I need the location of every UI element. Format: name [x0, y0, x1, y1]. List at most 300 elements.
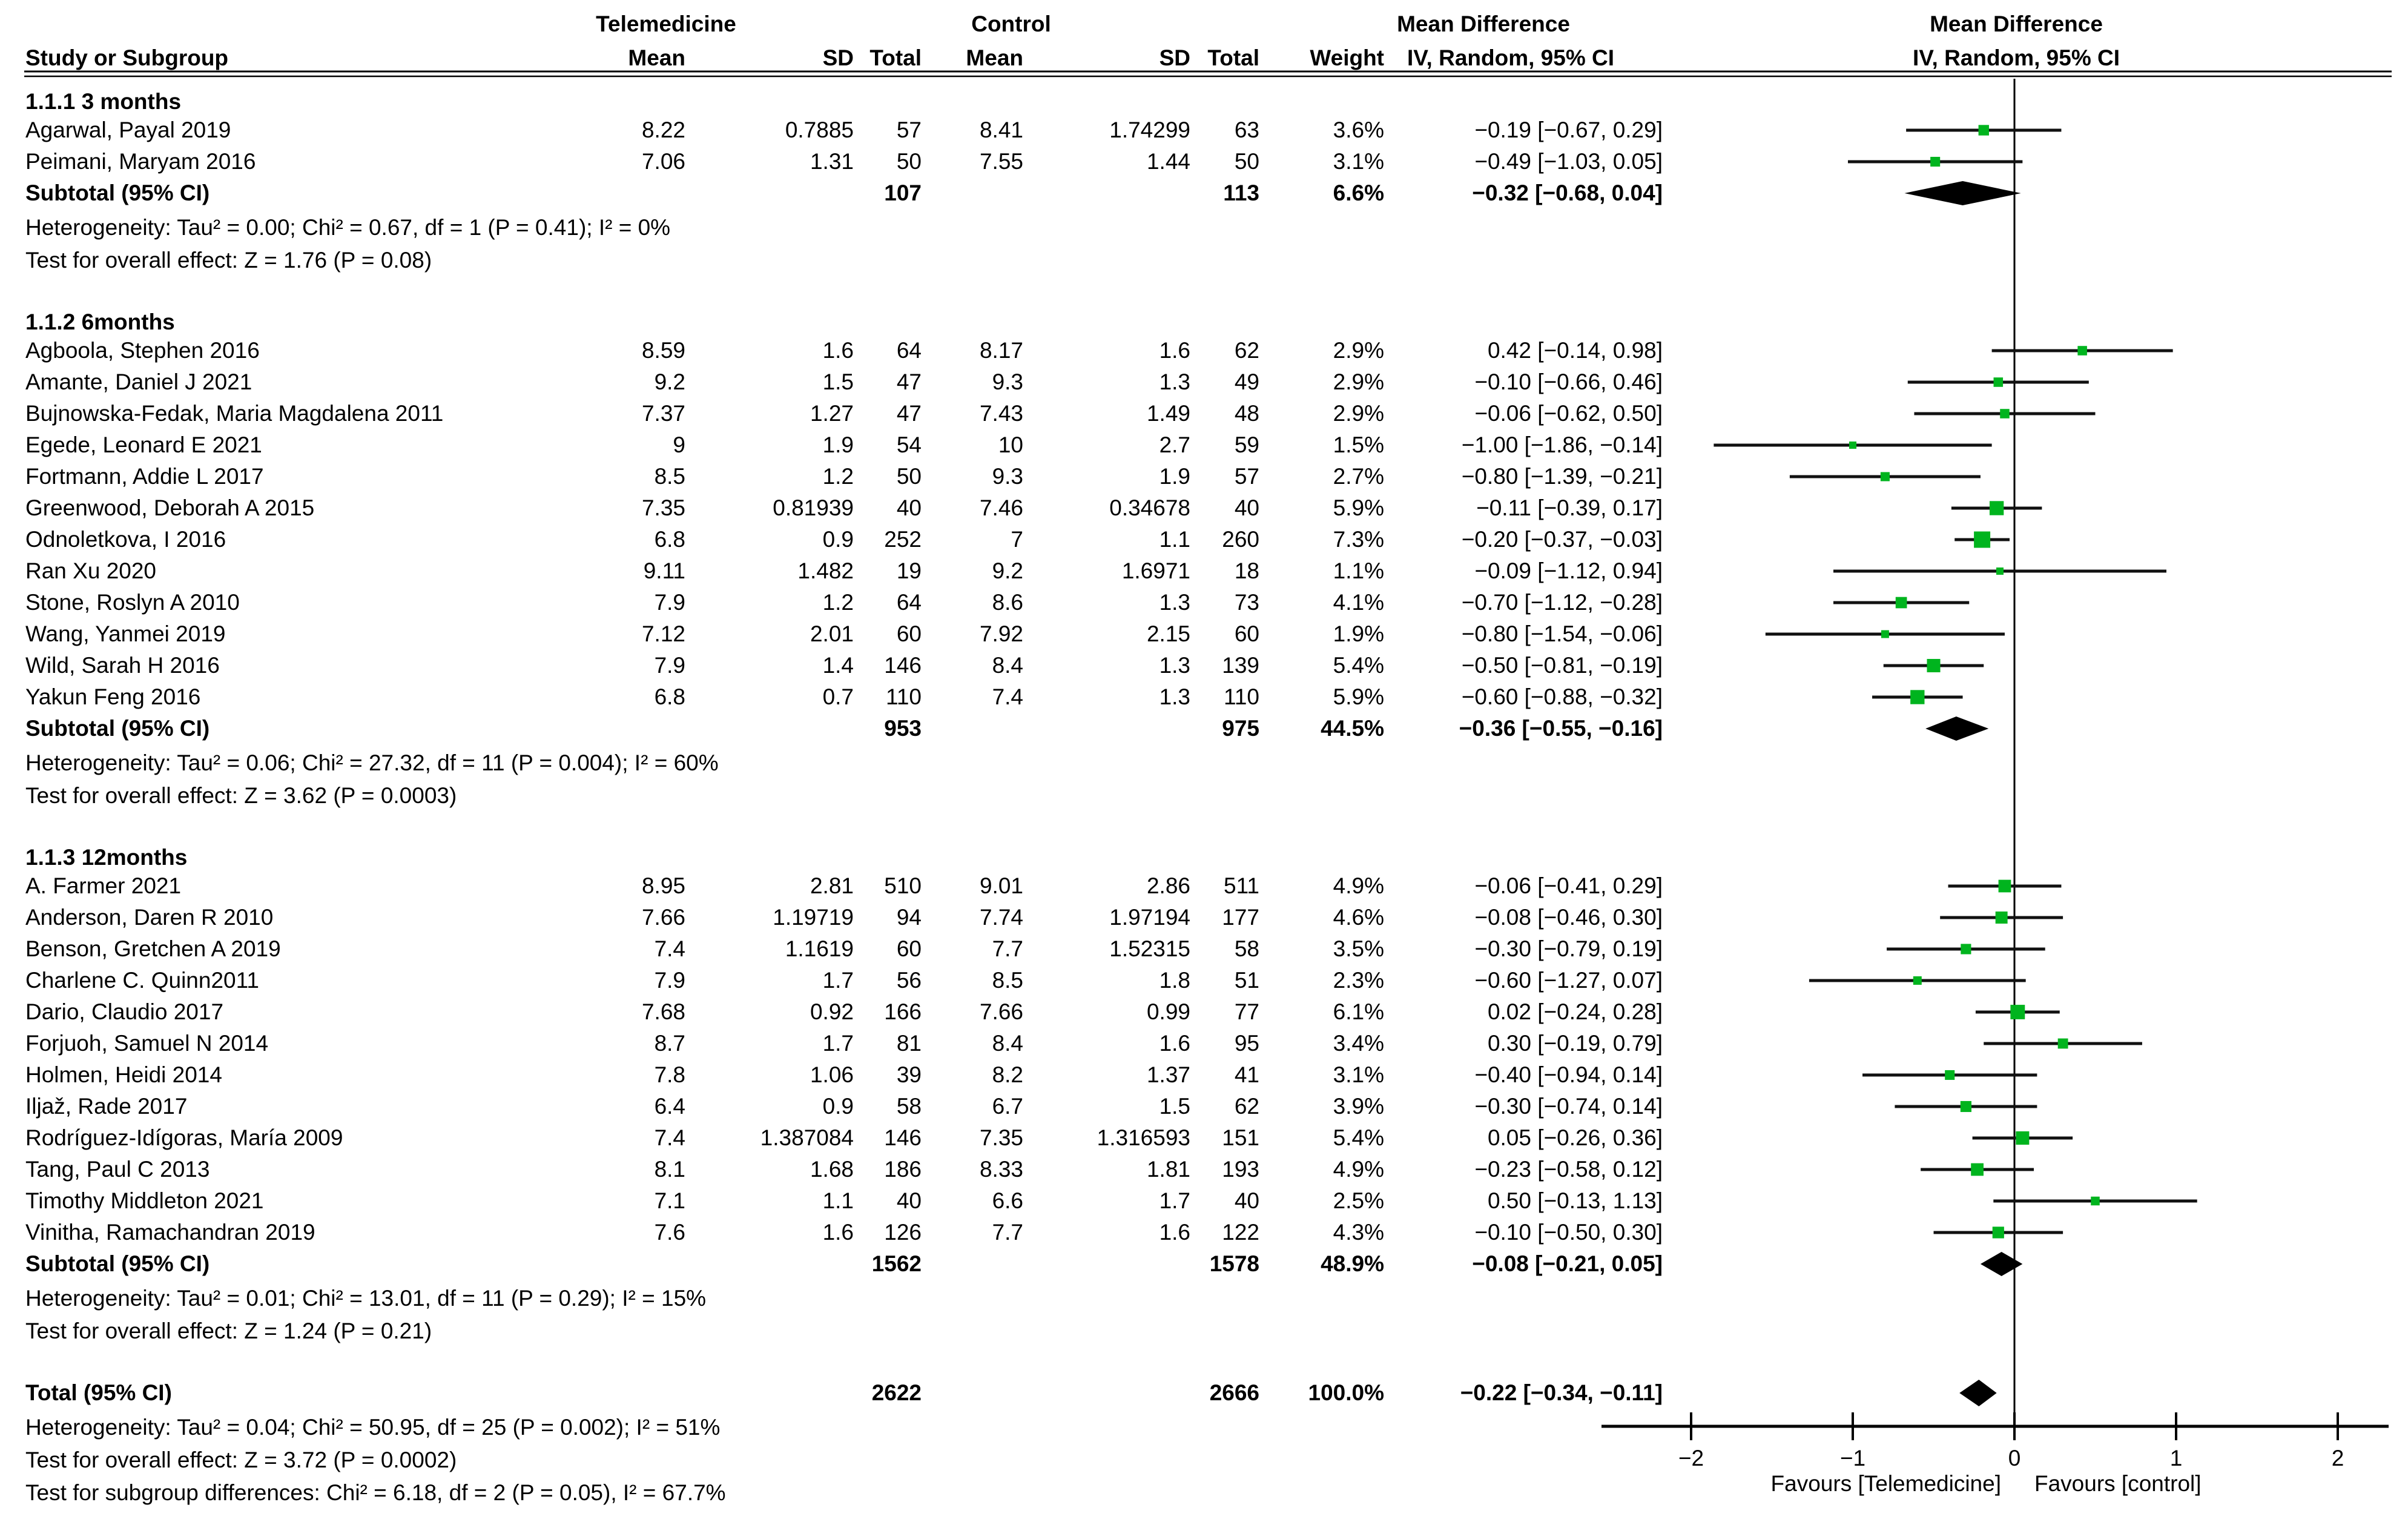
ci-text: −0.70 [−1.12, −0.28] [1461, 590, 1663, 615]
ci-text: −0.11 [−0.39, 0.17] [1476, 495, 1663, 520]
column-header-sd-telemedicine: SD [822, 45, 854, 70]
group-header-control: Control [971, 12, 1051, 36]
effect-square [1961, 944, 1971, 954]
column-header-total-control: Total [1207, 45, 1259, 70]
control-mean: 8.17 [979, 338, 1023, 363]
weight-value: 4.9% [1333, 1157, 1384, 1182]
effect-square [1913, 976, 1922, 985]
telemedicine-mean: 6.8 [654, 527, 685, 552]
subtotal-weight: 6.6% [1333, 180, 1384, 205]
control-sd: 2.86 [1146, 873, 1190, 898]
heterogeneity-note: Heterogeneity: Tau² = 0.01; Chi² = 13.01, df = 11 (P = 0.29); I² = 15% [25, 1286, 707, 1311]
control-mean: 7 [1011, 527, 1023, 552]
control-sd: 1.52315 [1109, 936, 1190, 961]
weight-value: 3.5% [1333, 936, 1384, 961]
control-sd: 1.8 [1159, 968, 1190, 993]
control-sd: 1.6 [1159, 1220, 1190, 1245]
weight-value: 2.9% [1333, 369, 1384, 394]
ci-text: −0.60 [−1.27, 0.07] [1474, 968, 1663, 993]
effect-square [2010, 1005, 2025, 1019]
study-name: Odnoletkova, I 2016 [25, 527, 226, 552]
heterogeneity-note: Heterogeneity: Tau² = 0.00; Chi² = 0.67, df = 1 (P = 0.41); I² = 0% [25, 215, 671, 240]
telemedicine-sd: 1.387084 [760, 1125, 854, 1150]
control-mean: 8.2 [992, 1062, 1023, 1087]
subtotal-control-total: 113 [1223, 180, 1259, 205]
telemedicine-mean: 7.4 [654, 1125, 685, 1150]
control-mean: 9.3 [992, 464, 1023, 489]
telemedicine-sd: 1.9 [822, 432, 854, 457]
effect-square [1996, 567, 2004, 575]
ci-text: −0.10 [−0.50, 0.30] [1474, 1220, 1663, 1245]
telemedicine-total: 146 [884, 653, 922, 678]
control-sd: 1.1 [1159, 527, 1190, 552]
control-total: 59 [1234, 432, 1259, 457]
control-mean: 8.33 [979, 1157, 1023, 1182]
control-mean: 7.92 [979, 621, 1023, 646]
telemedicine-sd: 0.7885 [785, 117, 854, 142]
column-header-sd-control: SD [1159, 45, 1190, 70]
heterogeneity-note: Heterogeneity: Tau² = 0.06; Chi² = 27.32, df = 11 (P = 0.004); I² = 60% [25, 750, 719, 775]
overall-effect-note: Test for overall effect: Z = 1.24 (P = 0.21) [25, 1319, 432, 1343]
telemedicine-total: 94 [896, 905, 922, 930]
control-mean: 7.74 [979, 905, 1023, 930]
control-sd: 0.34678 [1109, 495, 1190, 520]
telemedicine-total: 47 [896, 369, 922, 394]
control-mean: 9.01 [979, 873, 1023, 898]
weight-value: 5.4% [1333, 653, 1384, 678]
subtotal-telemedicine-total: 107 [884, 180, 922, 205]
weight-value: 6.1% [1333, 999, 1384, 1024]
study-name: Wild, Sarah H 2016 [25, 653, 220, 678]
subtotal-telemedicine-total: 1562 [871, 1251, 922, 1276]
telemedicine-sd: 1.5 [822, 369, 854, 394]
control-mean: 8.5 [992, 968, 1023, 993]
study-name: Stone, Roslyn A 2010 [25, 590, 240, 615]
telemedicine-sd: 1.6 [822, 1220, 854, 1245]
study-name: Greenwood, Deborah A 2015 [25, 495, 315, 520]
telemedicine-sd: 2.01 [810, 621, 854, 646]
telemedicine-mean: 7.12 [641, 621, 685, 646]
telemedicine-mean: 7.37 [641, 401, 685, 426]
column-header-iv-random-ci-plot: IV, Random, 95% CI [1912, 45, 2120, 70]
ci-text: −0.60 [−0.88, −0.32] [1461, 684, 1663, 709]
subtotal-label: Subtotal (95% CI) [25, 1251, 210, 1276]
effect-square [1881, 472, 1890, 481]
ci-text: −0.30 [−0.79, 0.19] [1474, 936, 1663, 961]
control-total: 60 [1234, 621, 1259, 646]
column-header-mean-difference-plot: Mean Difference [1930, 12, 2103, 36]
control-mean: 8.4 [992, 653, 1023, 678]
weight-value: 3.9% [1333, 1094, 1384, 1119]
ci-text: 0.05 [−0.26, 0.36] [1487, 1125, 1663, 1150]
study-name: Agboola, Stephen 2016 [25, 338, 260, 363]
study-name: Benson, Gretchen A 2019 [25, 936, 281, 961]
telemedicine-mean: 8.5 [654, 464, 685, 489]
control-total: 193 [1222, 1157, 1259, 1182]
control-total: 49 [1234, 369, 1259, 394]
telemedicine-total: 40 [896, 495, 922, 520]
telemedicine-total: 110 [886, 684, 922, 709]
section-header: 1.1.3 12months [25, 845, 188, 870]
control-sd: 1.37 [1146, 1062, 1190, 1087]
subtotal-diamond [1925, 716, 1988, 741]
column-header-iv-random-ci-text: IV, Random, 95% CI [1407, 45, 1615, 70]
control-sd: 1.97194 [1109, 905, 1190, 930]
effect-square [1996, 912, 2008, 924]
subtotal-ci-text: −0.32 [−0.68, 0.04] [1472, 180, 1663, 205]
axis-tick-label: 0 [2008, 1446, 2021, 1471]
control-sd: 1.6971 [1121, 558, 1190, 583]
telemedicine-sd: 0.92 [810, 999, 854, 1024]
subtotal-ci-text: −0.36 [−0.55, −0.16] [1459, 716, 1663, 741]
study-name: Bujnowska-Fedak, Maria Magdalena 2011 [25, 401, 444, 426]
control-sd: 1.74299 [1109, 117, 1190, 142]
telemedicine-total: 252 [884, 527, 922, 552]
control-total: 57 [1234, 464, 1259, 489]
control-total: 40 [1234, 495, 1259, 520]
telemedicine-sd: 1.27 [810, 401, 854, 426]
study-name: Fortmann, Addie L 2017 [25, 464, 264, 489]
study-name: Agarwal, Payal 2019 [25, 117, 231, 142]
ci-text: −0.20 [−0.37, −0.03] [1461, 527, 1663, 552]
telemedicine-sd: 0.9 [822, 1094, 854, 1119]
effect-square [1971, 1163, 1984, 1176]
subtotal-ci-text: −0.08 [−0.21, 0.05] [1472, 1251, 1663, 1276]
weight-value: 4.3% [1333, 1220, 1384, 1245]
weight-value: 1.5% [1333, 432, 1384, 457]
telemedicine-total: 58 [896, 1094, 922, 1119]
control-total: 139 [1222, 653, 1259, 678]
control-sd: 1.6 [1159, 1031, 1190, 1056]
subtotal-diamond [1904, 181, 2020, 205]
telemedicine-mean: 8.1 [654, 1157, 685, 1182]
telemedicine-total: 39 [896, 1062, 922, 1087]
control-total: 50 [1234, 149, 1259, 174]
study-name: Egede, Leonard E 2021 [25, 432, 262, 457]
weight-value: 2.9% [1333, 401, 1384, 426]
telemedicine-mean: 7.9 [654, 590, 685, 615]
weight-value: 2.5% [1333, 1188, 1384, 1213]
control-sd: 1.5 [1159, 1094, 1190, 1119]
telemedicine-mean: 8.95 [641, 873, 685, 898]
control-total: 95 [1234, 1031, 1259, 1056]
study-name: Tang, Paul C 2013 [25, 1157, 210, 1182]
control-sd: 1.49 [1146, 401, 1190, 426]
control-mean: 9.2 [992, 558, 1023, 583]
telemedicine-total: 186 [884, 1157, 922, 1182]
telemedicine-mean: 8.7 [654, 1031, 685, 1056]
control-sd: 1.3 [1159, 684, 1190, 709]
effect-square [1910, 690, 1924, 704]
telemedicine-mean: 7.4 [654, 936, 685, 961]
telemedicine-mean: 9 [673, 432, 685, 457]
ci-text: −0.09 [−1.12, 0.94] [1474, 558, 1663, 583]
ci-text: −0.30 [−0.74, 0.14] [1474, 1094, 1663, 1119]
control-sd: 1.3 [1159, 653, 1190, 678]
weight-value: 2.3% [1333, 968, 1384, 993]
subtotal-control-total: 1578 [1209, 1251, 1259, 1276]
weight-value: 3.6% [1333, 117, 1384, 142]
subtotal-weight: 44.5% [1321, 716, 1384, 741]
control-mean: 7.43 [979, 401, 1023, 426]
control-total: 48 [1234, 401, 1259, 426]
effect-square [1849, 442, 1856, 449]
weight-value: 4.6% [1333, 905, 1384, 930]
ci-text: 0.30 [−0.19, 0.79] [1487, 1031, 1663, 1056]
weight-value: 7.3% [1333, 527, 1384, 552]
weight-value: 4.9% [1333, 873, 1384, 898]
effect-square [1930, 157, 1940, 167]
effect-square [1974, 532, 1990, 548]
total-weight: 100.0% [1308, 1380, 1384, 1405]
effect-square [2091, 1197, 2100, 1206]
control-total: 177 [1222, 905, 1259, 930]
control-total: 40 [1234, 1188, 1259, 1213]
effect-square [2000, 409, 2010, 419]
subtotal-control-total: 975 [1222, 716, 1259, 741]
telemedicine-total: 81 [896, 1031, 922, 1056]
telemedicine-mean: 7.9 [654, 968, 685, 993]
weight-value: 3.1% [1333, 149, 1384, 174]
ci-text: 0.02 [−0.24, 0.28] [1487, 999, 1663, 1024]
control-mean: 7.35 [979, 1125, 1023, 1150]
telemedicine-sd: 1.06 [810, 1062, 854, 1087]
telemedicine-sd: 1.7 [822, 968, 854, 993]
control-mean: 8.41 [979, 117, 1023, 142]
study-name: Iljaž, Rade 2017 [25, 1094, 188, 1119]
control-mean: 7.66 [979, 999, 1023, 1024]
weight-value: 5.9% [1333, 495, 1384, 520]
control-total: 62 [1234, 1094, 1259, 1119]
telemedicine-mean: 7.68 [641, 999, 685, 1024]
ci-text: −0.06 [−0.41, 0.29] [1474, 873, 1663, 898]
control-total: 151 [1222, 1125, 1259, 1150]
control-sd: 0.99 [1146, 999, 1190, 1024]
control-total: 62 [1234, 338, 1259, 363]
control-sd: 1.44 [1146, 149, 1190, 174]
telemedicine-mean: 8.59 [641, 338, 685, 363]
study-name: Yakun Feng 2016 [25, 684, 201, 709]
axis-tick-label: −1 [1839, 1446, 1866, 1471]
effect-square [1993, 1226, 2004, 1238]
total-label: Total (95% CI) [25, 1380, 172, 1405]
control-sd: 1.9 [1159, 464, 1190, 489]
control-sd: 1.6 [1159, 338, 1190, 363]
effect-square [1927, 659, 1940, 672]
weight-value: 2.9% [1333, 338, 1384, 363]
telemedicine-sd: 1.2 [822, 590, 854, 615]
telemedicine-mean: 8.22 [641, 117, 685, 142]
study-name: Timothy Middleton 2021 [25, 1188, 264, 1213]
control-total: 41 [1234, 1062, 1259, 1087]
column-header-weight: Weight [1310, 45, 1384, 70]
column-header-study: Study or Subgroup [25, 45, 229, 70]
telemedicine-sd: 1.482 [797, 558, 854, 583]
telemedicine-mean: 7.1 [654, 1188, 685, 1213]
effect-square [2016, 1131, 2029, 1145]
ci-text: −0.50 [−0.81, −0.19] [1461, 653, 1663, 678]
subtotal-weight: 48.9% [1321, 1251, 1384, 1276]
study-name: Forjuoh, Samuel N 2014 [25, 1031, 269, 1056]
ci-text: −0.23 [−0.58, 0.12] [1474, 1157, 1663, 1182]
study-name: Ran Xu 2020 [25, 558, 157, 583]
study-name: Charlene C. Quinn2011 [25, 968, 260, 993]
effect-square [1881, 630, 1889, 638]
telemedicine-mean: 7.6 [654, 1220, 685, 1245]
telemedicine-total: 166 [884, 999, 922, 1024]
weight-value: 5.4% [1333, 1125, 1384, 1150]
section-header: 1.1.1 3 months [25, 89, 182, 114]
effect-square [1994, 377, 2004, 387]
control-mean: 8.4 [992, 1031, 1023, 1056]
axis-tick-label: 2 [2331, 1446, 2344, 1471]
ci-text: −0.10 [−0.66, 0.46] [1474, 369, 1663, 394]
telemedicine-sd: 1.68 [810, 1157, 854, 1182]
control-total: 18 [1234, 558, 1259, 583]
weight-value: 5.9% [1333, 684, 1384, 709]
subtotal-label: Subtotal (95% CI) [25, 180, 210, 205]
control-mean: 6.7 [992, 1094, 1023, 1119]
telemedicine-sd: 1.4 [822, 653, 854, 678]
study-name: Wang, Yanmei 2019 [25, 621, 226, 646]
telemedicine-mean: 7.66 [641, 905, 685, 930]
control-total: 511 [1224, 873, 1259, 898]
overall-effect-note: Test for overall effect: Z = 3.62 (P = 0.0003) [25, 783, 457, 808]
control-sd: 1.3 [1159, 590, 1190, 615]
column-header-mean-telemedicine: Mean [628, 45, 685, 70]
telemedicine-total: 54 [896, 432, 922, 457]
effect-square [1990, 501, 2004, 515]
control-mean: 7.46 [979, 495, 1023, 520]
control-total: 77 [1234, 999, 1259, 1024]
axis-label-favours-control: Favours [control] [2034, 1471, 2202, 1496]
control-mean: 7.7 [992, 1220, 1023, 1245]
control-total: 51 [1234, 968, 1259, 993]
ci-text: −0.80 [−1.39, −0.21] [1461, 464, 1663, 489]
telemedicine-sd: 0.81939 [773, 495, 854, 520]
telemedicine-sd: 1.31 [810, 149, 854, 174]
study-name: Vinitha, Ramachandran 2019 [25, 1220, 315, 1245]
ci-text: −0.40 [−0.94, 0.14] [1474, 1062, 1663, 1087]
footer-note-1: Test for overall effect: Z = 3.72 (P = 0.0002) [25, 1448, 457, 1472]
group-header-telemedicine: Telemedicine [596, 12, 736, 36]
telemedicine-total: 60 [896, 621, 922, 646]
weight-value: 1.1% [1333, 558, 1384, 583]
study-name: Dario, Claudio 2017 [25, 999, 224, 1024]
axis-tick-label: −2 [1678, 1446, 1704, 1471]
footer-note-0: Heterogeneity: Tau² = 0.04; Chi² = 50.95, df = 25 (P = 0.002); I² = 51% [25, 1415, 721, 1440]
control-total: 260 [1222, 527, 1259, 552]
control-mean: 7.4 [992, 684, 1023, 709]
telemedicine-sd: 2.81 [810, 873, 854, 898]
telemedicine-sd: 1.19719 [773, 905, 854, 930]
telemedicine-total: 510 [884, 873, 922, 898]
control-sd: 1.7 [1159, 1188, 1190, 1213]
telemedicine-total: 50 [896, 464, 922, 489]
telemedicine-total: 64 [896, 338, 922, 363]
effect-square [2077, 346, 2087, 356]
telemedicine-total: 40 [896, 1188, 922, 1213]
telemedicine-total: 56 [896, 968, 922, 993]
weight-value: 1.9% [1333, 621, 1384, 646]
control-sd: 1.81 [1146, 1157, 1190, 1182]
weight-value: 3.1% [1333, 1062, 1384, 1087]
control-total: 110 [1224, 684, 1259, 709]
control-total: 58 [1234, 936, 1259, 961]
control-mean: 10 [998, 432, 1023, 457]
telemedicine-mean: 6.4 [654, 1094, 685, 1119]
telemedicine-total: 57 [896, 117, 922, 142]
study-name: Holmen, Heidi 2014 [25, 1062, 222, 1087]
effect-square [1945, 1070, 1954, 1080]
control-mean: 8.6 [992, 590, 1023, 615]
ci-text: −0.80 [−1.54, −0.06] [1461, 621, 1663, 646]
telemedicine-total: 126 [884, 1220, 922, 1245]
total-control-total: 2666 [1209, 1380, 1259, 1405]
telemedicine-mean: 7.8 [654, 1062, 685, 1087]
effect-square [1961, 1101, 1971, 1112]
telemedicine-total: 47 [896, 401, 922, 426]
telemedicine-sd: 1.6 [822, 338, 854, 363]
telemedicine-sd: 1.1 [822, 1188, 854, 1213]
study-name: Rodríguez-Idígoras, María 2009 [25, 1125, 343, 1150]
telemedicine-total: 64 [896, 590, 922, 615]
study-name: Anderson, Daren R 2010 [25, 905, 274, 930]
effect-square [1896, 597, 1907, 609]
control-sd: 1.316593 [1097, 1125, 1190, 1150]
axis-label-favours-telemedicine: Favours [Telemedicine] [1770, 1471, 2001, 1496]
telemedicine-sd: 1.7 [822, 1031, 854, 1056]
telemedicine-sd: 1.2 [822, 464, 854, 489]
footer-note-2: Test for subgroup differences: Chi² = 6.18, df = 2 (P = 0.05), I² = 67.7% [25, 1480, 726, 1505]
weight-value: 2.7% [1333, 464, 1384, 489]
subtotal-telemedicine-total: 953 [884, 716, 922, 741]
column-header-mean-difference-text: Mean Difference [1397, 12, 1570, 36]
telemedicine-total: 50 [896, 149, 922, 174]
ci-text: −0.08 [−0.46, 0.30] [1474, 905, 1663, 930]
control-sd: 2.7 [1159, 432, 1190, 457]
control-sd: 2.15 [1146, 621, 1190, 646]
telemedicine-mean: 9.2 [654, 369, 685, 394]
telemedicine-mean: 7.9 [654, 653, 685, 678]
overall-effect-note: Test for overall effect: Z = 1.76 (P = 0.08) [25, 248, 432, 273]
telemedicine-mean: 7.35 [641, 495, 685, 520]
study-name: Peimani, Maryam 2016 [25, 149, 256, 174]
subtotal-label: Subtotal (95% CI) [25, 716, 210, 741]
control-total: 122 [1222, 1220, 1259, 1245]
axis-tick-label: 1 [2169, 1446, 2183, 1471]
control-mean: 7.55 [979, 149, 1023, 174]
ci-text: 0.50 [−0.13, 1.13] [1487, 1188, 1663, 1213]
telemedicine-mean: 9.11 [643, 558, 685, 583]
total-diamond [1959, 1380, 1996, 1406]
weight-value: 4.1% [1333, 590, 1384, 615]
telemedicine-total: 19 [896, 558, 922, 583]
effect-square [1999, 880, 2011, 893]
ci-text: −0.19 [−0.67, 0.29] [1474, 117, 1663, 142]
telemedicine-total: 60 [896, 936, 922, 961]
study-name: Amante, Daniel J 2021 [25, 369, 252, 394]
effect-square [1979, 125, 1989, 135]
telemedicine-sd: 0.9 [822, 527, 854, 552]
control-mean: 6.6 [992, 1188, 1023, 1213]
telemedicine-sd: 0.7 [822, 684, 854, 709]
section-header: 1.1.2 6months [25, 309, 175, 334]
total-ci-text: −0.22 [−0.34, −0.11] [1460, 1380, 1663, 1405]
telemedicine-mean: 7.06 [641, 149, 685, 174]
telemedicine-sd: 1.1619 [785, 936, 854, 961]
study-name: A. Farmer 2021 [25, 873, 182, 898]
